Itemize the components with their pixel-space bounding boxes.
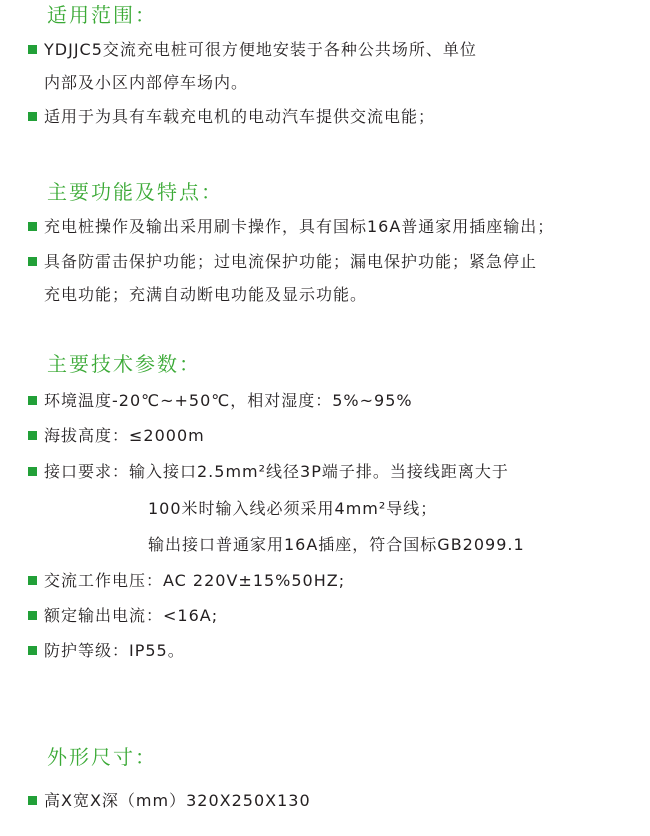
features-item-1 <box>28 216 554 238</box>
specs-item-interface-line1: 接口要求：输入接口2.5mm²线径3P端子排。当接线距离大于 <box>44 462 509 481</box>
features-item-2-line1: 具备防雷击保护功能；过电流保护功能；漏电保护功能；紧急停止 <box>44 252 538 271</box>
square-bullet-icon <box>28 796 37 805</box>
specs-item-interface <box>28 461 509 483</box>
specs-item-current <box>28 605 218 627</box>
specs-item-altitude-text: 海拔高度：≤2000m <box>44 426 205 445</box>
scope-item-2-line1: 适用于为具有车载充电机的电动汽车提供交流电能； <box>44 107 436 126</box>
specs-item-interface-line3: 输出接口普通家用16A插座，符合国标GB2099.1 <box>148 535 525 554</box>
specs-item-voltage-text: 交流工作电压：AC 220V±15%50HZ; <box>44 571 346 590</box>
square-bullet-icon <box>28 646 37 655</box>
specs-item-temperature-text: 环境温度-20℃~+50℃，相对湿度：5%~95% <box>44 391 413 410</box>
section-title-dimensions: 外形尺寸： <box>47 745 157 769</box>
square-bullet-icon <box>28 222 37 231</box>
features-item-2-line2: 充电功能；充满自动断电功能及显示功能。 <box>44 285 368 304</box>
specs-item-interface-line2: 100米时输入线必须采用4mm²导线； <box>148 499 438 518</box>
features-item-2 <box>28 251 537 273</box>
dimensions-item-1-text: 高X宽X深（mm）320X250X130 <box>44 791 311 810</box>
specs-item-altitude <box>28 425 205 447</box>
specs-item-protection <box>28 640 185 662</box>
square-bullet-icon <box>28 431 37 440</box>
features-item-1-line1: 充电桩操作及输出采用刷卡操作，具有国标16A普通家用插座输出； <box>44 217 555 236</box>
section-title-scope: 适用范围： <box>47 3 157 27</box>
square-bullet-icon <box>28 467 37 476</box>
scope-item-2 <box>28 106 435 128</box>
specs-item-protection-text: 防护等级：IP55。 <box>44 641 185 660</box>
section-title-features: 主要功能及特点： <box>47 180 223 204</box>
specs-item-voltage <box>28 570 345 592</box>
specs-item-current-text: 额定输出电流：<16A; <box>44 606 219 625</box>
square-bullet-icon <box>28 611 37 620</box>
scope-item-1-line2: 内部及小区内部停车场内。 <box>44 73 249 92</box>
square-bullet-icon <box>28 45 37 54</box>
scope-item-1-line1: YDJJC5交流充电桩可很方便地安装于各种公共场所、单位 <box>44 40 477 59</box>
section-title-specs: 主要技术参数： <box>47 352 201 376</box>
square-bullet-icon <box>28 576 37 585</box>
square-bullet-icon <box>28 112 37 121</box>
scope-item-1 <box>28 39 477 61</box>
specs-item-temperature <box>28 390 413 412</box>
square-bullet-icon <box>28 396 37 405</box>
dimensions-item-1 <box>28 790 311 812</box>
square-bullet-icon <box>28 257 37 266</box>
